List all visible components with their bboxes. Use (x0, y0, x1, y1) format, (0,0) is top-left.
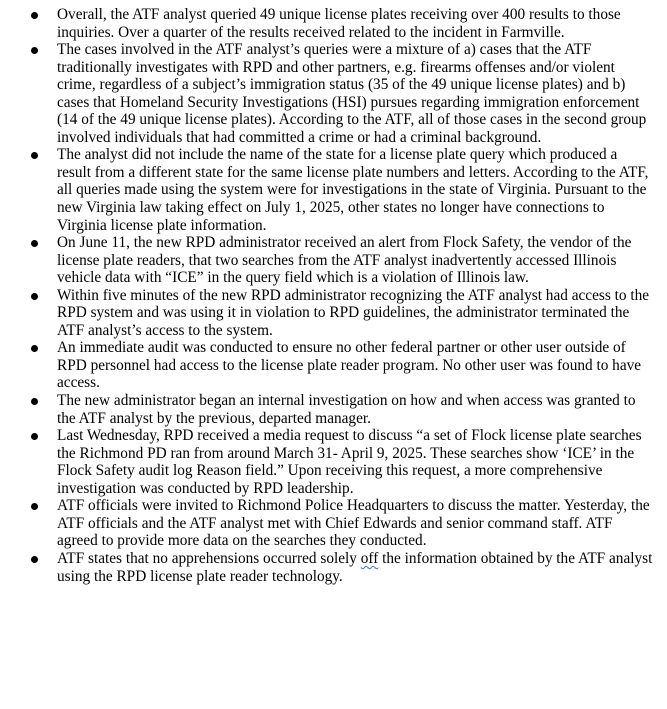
bullet-marker (31, 12, 38, 19)
paragraph-text: Last Wednesday, RPD received a media request to discuss “a set of Flock license plate searches the Richmond PD ran from around March 31- April 9, 2025. These searches show ‘ICE’ in the Flock Safety audit log Reason field.” Upon receiving this request, a more comprehensive investigation was conducted by RPD leadership. (57, 427, 642, 497)
paragraph-text: ATF officials were invited to Richmond Police Headquarters to discuss the matter. Yesterday, the ATF officials and the ATF analyst met with Chief Edwards and senior command staff. ATF agreed to provide more data on the searches they conducted. (57, 497, 650, 550)
bullet-list (0, 6, 667, 585)
paragraph-text: Within five minutes of the new RPD administrator recognizing the ATF analyst had access to the RPD system and was using it in violation to RPD guidelines, the administrator terminated the ATF analyst’s access to the system. (57, 286, 650, 339)
bullet-marker (31, 556, 38, 563)
list-item (0, 550, 667, 585)
paragraph-text-end: the information obtained by the ATF analyst using the RPD license plate reader technology. (57, 549, 653, 585)
bullet-marker (31, 293, 38, 300)
document-body (0, 6, 667, 585)
paragraph-text: On June 11, the new RPD administrator received an alert from Flock Safety, the vendor of the license plate readers, that two searches from the ATF analyst inadvertently accessed Illinois vehicle data with “ICE” in the query field which is a violation of Illinois law. (57, 234, 632, 287)
paragraph-text: An immediate audit was conducted to ensure no other federal partner or other user outside of RPD personnel had access to the license plate reader program. No other user was found to have access. (57, 339, 642, 392)
paragraph-text: Overall, the ATF analyst queried 49 unique license plates receiving over 400 results to those inquiries. Over a quarter of the results received related to the incident in Farmville. (57, 6, 621, 41)
list-item (0, 41, 667, 146)
bullet-marker (31, 345, 38, 352)
bullet-marker (31, 433, 38, 440)
list-item (0, 392, 667, 427)
list-item (0, 427, 667, 497)
bullet-marker (31, 398, 38, 405)
bullet-marker (31, 240, 38, 247)
paragraph-text: The cases involved in the ATF analyst’s queries were a mixture of a) cases that the ATF traditionally investigates with RPD and other partners, e.g. firearms offenses and/or violent crime, regardless of a subject’s immigration status (35 of the 49 unique license plates) and b) cases that Homeland Security Investigations (HSI) pursues regarding immigration enforcement (14 of the 49 unique license plates). According to the ATF, all of those cases in the second group involved individuals that had committed a crime or had a criminal background. (57, 41, 647, 146)
bullet-marker (31, 152, 38, 159)
bullet-marker (31, 47, 38, 54)
spellcheck-flagged-word[interactable]: off (360, 549, 379, 567)
list-item (0, 339, 667, 392)
list-item (0, 6, 667, 41)
list-item (0, 234, 667, 287)
list-item (0, 497, 667, 550)
bullet-marker (31, 503, 38, 510)
paragraph-text: The new administrator began an internal investigation on how and when access was granted to the ATF analyst by the previous, departed manager. (57, 392, 636, 427)
list-item (0, 287, 667, 340)
list-item (0, 146, 667, 234)
paragraph-text-start: ATF states that no apprehensions occurred solely (57, 549, 361, 567)
paragraph-text: The analyst did not include the name of the state for a license plate query which produced a result from a different state for the same license plate numbers and letters. According to the ATF, all queries made using the system were for investigations in the state of Virginia. Pursuant to the new Virginia law taking effect on July 1, 2025, other states no longer have connections to Virginia license plate information. (57, 146, 649, 234)
